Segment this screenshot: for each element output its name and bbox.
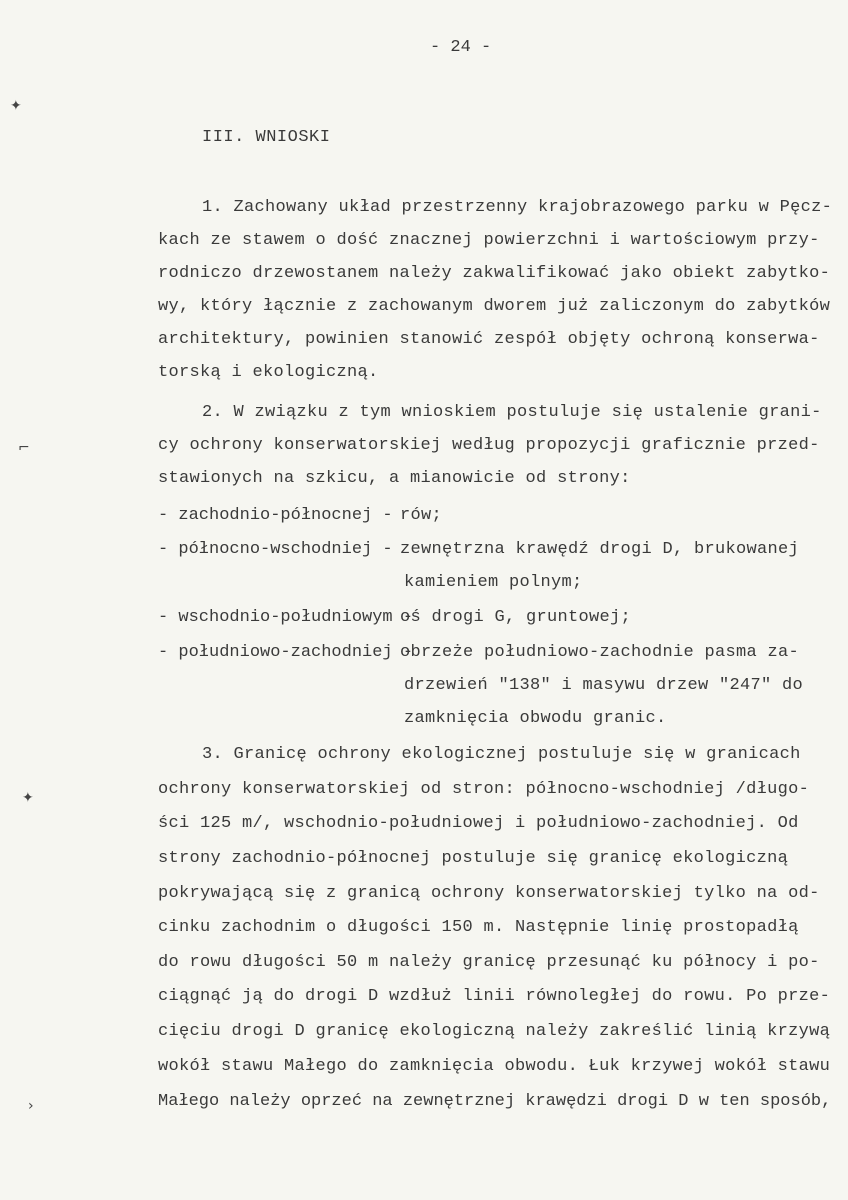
boundary-desc: zamknięcia obwodu granic.	[404, 709, 667, 728]
para3-line: cięciu drogi D granicę ekologiczną należy zakreślić linią krzywą	[158, 1022, 831, 1041]
boundary-side: - północno-wschodniej -	[158, 540, 393, 559]
para2-line: cy ochrony konserwatorskiej według propozycji graficznie przed-	[158, 436, 820, 455]
boundary-side: - południowo-zachodniej -	[158, 643, 414, 662]
boundary-desc: drzewień "138" i masywu drzew "247" do	[404, 676, 804, 695]
para1-line: 1. Zachowany układ przestrzenny krajobrazowego parku w Pęcz-	[202, 198, 833, 217]
para3-line: do rowu długości 50 m należy granicę przesunąć ku północy i po-	[158, 953, 820, 972]
para3-line: pokrywającą się z granicą ochrony konserwatorskiej tylko na od-	[158, 884, 820, 903]
boundary-desc: zewnętrzna krawędź drogi D, brukowanej	[400, 540, 800, 559]
margin-mark: ⌐	[18, 440, 30, 456]
para2-line: 2. W związku z tym wnioskiem postuluje się ustalenie grani-	[202, 403, 822, 422]
margin-mark: ✦	[22, 790, 34, 806]
para2-line: stawionych na szkicu, a mianowicie od strony:	[158, 469, 631, 488]
para1-line: rodniczo drzewostanem należy zakwalifikować jako obiekt zabytko-	[158, 264, 831, 283]
boundary-side: - zachodnio-północnej -	[158, 506, 393, 525]
boundary-desc: rów;	[400, 506, 443, 525]
para1-line: wy, który łącznie z zachowanym dworem już zaliczonym do zabytków	[158, 297, 831, 316]
margin-mark: ✦	[10, 98, 22, 114]
para1-line: kach ze stawem o dość znacznej powierzchni i wartościowym przy-	[158, 231, 820, 250]
margin-mark: ›	[28, 1098, 34, 1114]
boundary-desc: kamieniem polnym;	[404, 573, 583, 592]
page-number: - 24 -	[430, 38, 492, 57]
para3-line: 3. Granicę ochrony ekologicznej postuluje się w granicach	[202, 745, 801, 764]
para1-line: torską i ekologiczną.	[158, 363, 379, 382]
boundary-desc: obrzeże południowo-zachodnie pasma za-	[400, 643, 800, 662]
para3-line: ochrony konserwatorskiej od stron: północno-wschodniej /długo-	[158, 780, 810, 799]
para3-line: strony zachodnio-północnej postuluje się granicę ekologiczną	[158, 849, 789, 868]
para3-line: ciągnąć ją do drogi D wzdłuż linii równoległej do rowu. Po prze-	[158, 987, 831, 1006]
para3-line: Małego należy oprzeć na zewnętrznej krawędzi drogi D w ten sposób,	[158, 1092, 832, 1111]
section-heading: III. WNIOSKI	[202, 128, 331, 147]
para1-line: architektury, powinien stanowić zespół objęty ochroną konserwa-	[158, 330, 820, 349]
para3-line: ści 125 m/, wschodnio-południowej i południowo-zachodniej. Od	[158, 814, 799, 833]
para3-line: cinku zachodnim o długości 150 m. Następnie linię prostopadłą	[158, 918, 799, 937]
boundary-desc: oś drogi G, gruntowej;	[400, 608, 632, 627]
boundary-side: - wschodnio-południowym -	[158, 608, 414, 627]
para3-line: wokół stawu Małego do zamknięcia obwodu. Łuk krzywej wokół stawu	[158, 1057, 831, 1076]
